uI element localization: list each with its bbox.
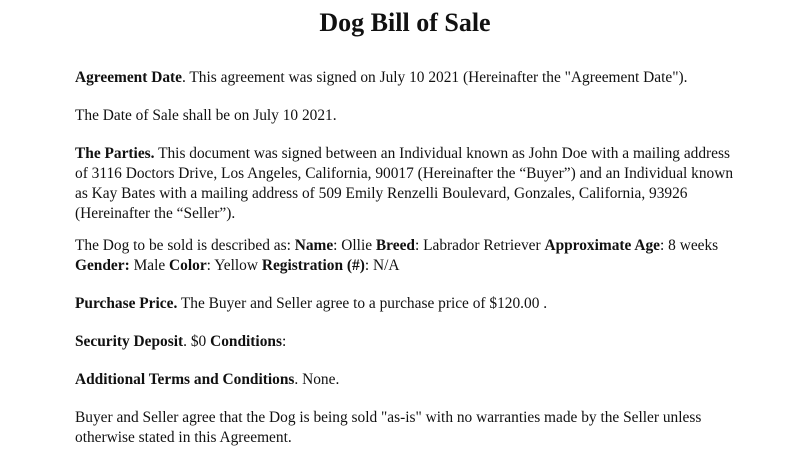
dog-color-label: Color xyxy=(169,257,207,274)
agreement-date-text: . This agreement was signed on July 10 2021 (Hereinafter the "Agreement Date"). xyxy=(181,69,688,86)
dog-gender-label: Gender: xyxy=(75,257,130,274)
dog-registration-label: Registration (#) xyxy=(261,257,365,274)
conditions-text: : xyxy=(281,333,287,350)
document-title: Dog Bill of Sale xyxy=(319,8,491,37)
dog-breed-label: Breed xyxy=(375,237,415,254)
date-of-sale-paragraph xyxy=(75,106,740,126)
dog-age-value: : 8 weeks xyxy=(660,237,719,254)
dog-color-value: : Yellow xyxy=(206,257,262,274)
conditions-label: Conditions xyxy=(210,333,282,350)
security-deposit-label: Security Deposit xyxy=(75,333,184,350)
dog-intro: The Dog to be sold is described as: xyxy=(75,237,295,254)
purchase-price-label: Purchase Price. xyxy=(75,295,178,312)
additional-terms-paragraph xyxy=(75,370,740,390)
as-is-text: Buyer and Seller agree that the Dog is being sold "as-is" with no warranties made by the Seller unless otherwise stated in this Agreement. xyxy=(75,409,702,446)
dog-name-value: : Ollie xyxy=(333,237,376,254)
as-is-paragraph xyxy=(75,408,740,448)
dog-age-label: Approximate Age xyxy=(544,237,661,254)
purchase-price-text: The Buyer and Seller agree to a purchase price of $120.00 . xyxy=(177,295,548,312)
date-of-sale-text: The Date of Sale shall be on July 10 2021. xyxy=(75,107,337,124)
security-deposit-text: . $0 xyxy=(183,333,211,350)
agreement-date-paragraph xyxy=(75,68,740,88)
parties-label: The Parties. xyxy=(75,145,155,162)
parties-text: This document was signed between an Individual known as John Doe with a mailing address of 3116 Doctors Drive, Los Angeles, California, 90017 (Hereinafter the “Buyer”) and an Individual known as Kay Bates with a mailing address of 509 Emily Renzelli Boulevard, Gonzales, California, 93926 (Hereinafter the “Seller”). xyxy=(75,145,734,222)
dog-breed-value: : Labrador Retriever xyxy=(414,237,545,254)
dog-name-label: Name xyxy=(294,237,334,254)
additional-terms-text: . None. xyxy=(294,371,340,388)
dog-registration-value: : N/A xyxy=(364,257,400,274)
parties-paragraph xyxy=(75,144,740,224)
agreement-date-label: Agreement Date xyxy=(75,69,182,86)
security-deposit-paragraph xyxy=(75,332,740,352)
dog-gender-value: Male xyxy=(129,257,170,274)
additional-terms-label: Additional Terms and Conditions xyxy=(75,371,295,388)
dog-description-paragraph xyxy=(75,236,740,276)
purchase-price-paragraph xyxy=(75,294,740,314)
